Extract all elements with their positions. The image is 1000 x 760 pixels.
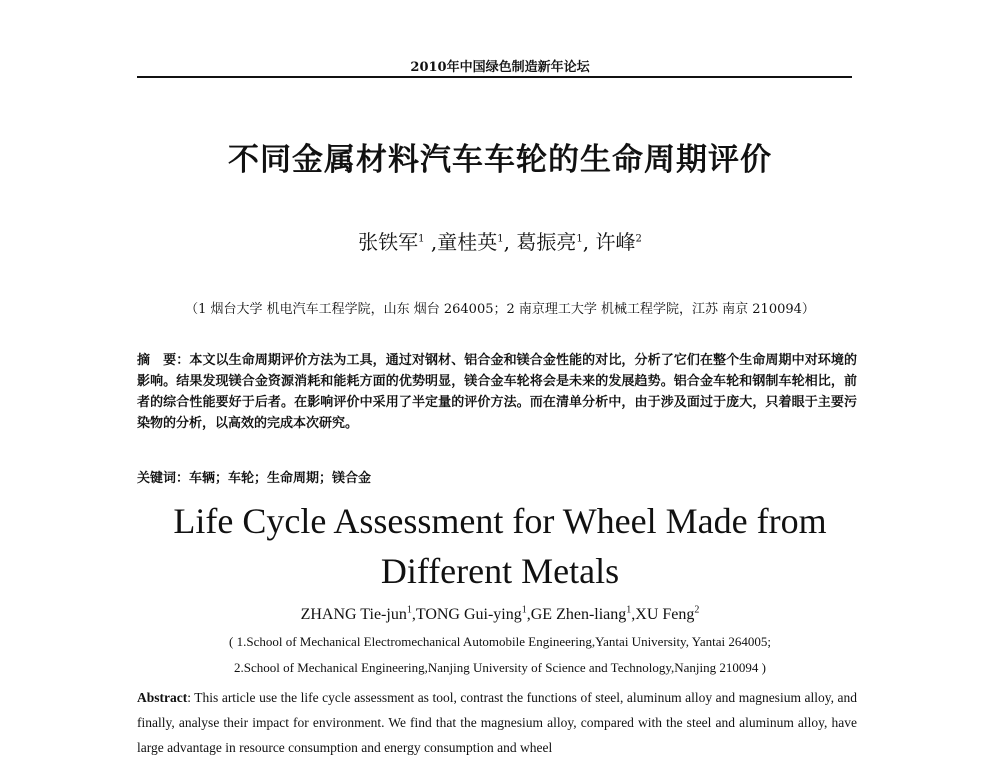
author-cn: 张铁军$^1$ , xyxy=(358,230,438,254)
abstract-cn xyxy=(137,350,857,434)
header-rule xyxy=(137,76,852,78)
abstract-en-label: Abstract xyxy=(137,690,188,705)
author-en: TONG Gui-ying$^1$, xyxy=(415,605,531,624)
abstract-cn-label: 摘 要： xyxy=(137,353,190,368)
abstract-en xyxy=(137,685,857,760)
authors-en xyxy=(0,605,1000,624)
abstract-en-text: : This article use the life cycle assessment as tool, contrast the functions of steel, aluminum alloy and magnesium alloy, and finally, analyse their impact for environment. We find that the magnesium alloy, compared with the steel and aluminum alloy, have large advantage in resource consumption and energy consumption and wheel xyxy=(137,690,857,755)
author-en: GE Zhen-liang$^1$, xyxy=(530,605,636,624)
keywords-cn-text: 车辆；车轮；生命周期；镁合金 xyxy=(189,471,372,486)
abstract-cn-text: 本文以生命周期评价方法为工具，通过对钢材、铝合金和镁合金性能的对比，分析了它们在整个生命周期中对环境的影响。结果发现镁合金资源消耗和能耗方面的优势明显，镁合金车轮将会是未来的发展趋势。铝合金车轮和钢制车轮相比，前者的综合性能要好于后者。在影响评价中采用了半定量的评价方法。而在清单分析中，由于涉及面过于庞大，只着眼于主要污染物的分析，以高效的完成本次研究。 xyxy=(137,353,857,431)
authors-cn xyxy=(0,226,1000,255)
author-cn: 葛振亮$^1$, xyxy=(516,230,596,254)
affiliation-en-line2: 2.School of Mechanical Engineering,Nanjing University of Science and Technology,Nanjing 210094 ) xyxy=(234,660,766,675)
affiliation-cn: （1 烟台大学 机电汽车工程学院，山东 烟台 264005；2 南京理工大学 机械工程学院，江苏 南京 210094） xyxy=(185,302,815,317)
author-cn: 童桂英$^1$, xyxy=(437,230,517,254)
keywords-cn-label: 关键词： xyxy=(137,471,190,486)
author-en: ZHANG Tie-jun$^1$, xyxy=(300,605,416,624)
running-header: 2010年中国绿色制造新年论坛 xyxy=(410,60,590,75)
paper-title-en xyxy=(0,496,1000,596)
affiliation-en-line1: ( 1.School of Mechanical Electromechanical Automobile Engineering,Yantai University, Yantai 264005; xyxy=(229,634,771,649)
paper-title-cn: 不同金属材料汽车车轮的生命周期评价 xyxy=(228,142,772,178)
author-cn: 许峰$^2$ xyxy=(595,230,642,254)
title-en-line1: Life Cycle Assessment for Wheel Made from xyxy=(173,501,827,541)
title-en-line2: Different Metals xyxy=(380,551,620,591)
author-en: XU Feng$^2$ xyxy=(635,605,700,624)
keywords-cn xyxy=(137,467,371,486)
